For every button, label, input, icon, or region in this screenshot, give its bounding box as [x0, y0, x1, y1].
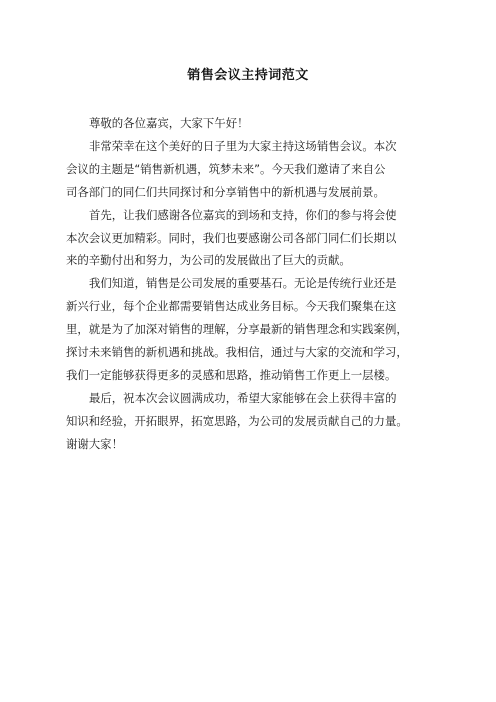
text-line: 非常荣幸在这个美好的日子里为大家主持这场销售会议。本次 — [89, 138, 397, 153]
paragraph-purpose — [66, 272, 438, 387]
paragraph-thanks — [66, 204, 438, 273]
text-line: 本次会议更加精彩。同时，我们也要感谢公司各部门同仁们长期以 — [66, 230, 397, 245]
text-line: 里，就是为了加深对销售的理解，分享最新的销售理念和实践案例， — [66, 322, 408, 337]
text-line: 来的辛勤付出和努力，为公司的发展做出了巨大的贡献。 — [66, 253, 351, 268]
text-line: 新兴行业，每个企业都需要销售达成业务目标。今天我们聚集在这 — [66, 299, 397, 314]
text-line: 尊敬的各位嘉宾，大家下午好！ — [89, 116, 249, 130]
document-body — [66, 112, 438, 456]
text-line: 最后，祝本次会议圆满成功，希望大家能够在会上获得丰富的 — [89, 390, 397, 405]
text-line: 会议的主题是“销售新机遇，筑梦未来”。今天我们邀请了来自公 — [66, 161, 386, 176]
text-line: 司各部门的同仁们共同探讨和分享销售中的新机遇与发展前景。 — [66, 184, 385, 199]
text-line: 我们知道，销售是公司发展的重要基石。无论是传统行业还是 — [89, 276, 397, 291]
text-line: 探讨未来销售的新机遇和挑战。我相信，通过与大家的交流和学习， — [66, 345, 408, 360]
paragraph-closing — [66, 387, 438, 456]
paragraph-greeting — [66, 112, 438, 135]
document-title: 销售会议主持词范文 — [187, 68, 309, 83]
text-line: 首先，让我们感谢各位嘉宾的到场和支持，你们的参与将会使 — [89, 207, 397, 222]
paragraph-introduction — [66, 135, 438, 204]
text-line: 谢谢大家！ — [66, 436, 123, 451]
text-line: 知识和经验，开拓眼界，拓宽思路，为公司的发展贡献自己的力量。 — [66, 413, 408, 428]
text-line: 我们一定能够获得更多的灵感和思路，推动销售工作更上一层楼。 — [66, 367, 397, 382]
